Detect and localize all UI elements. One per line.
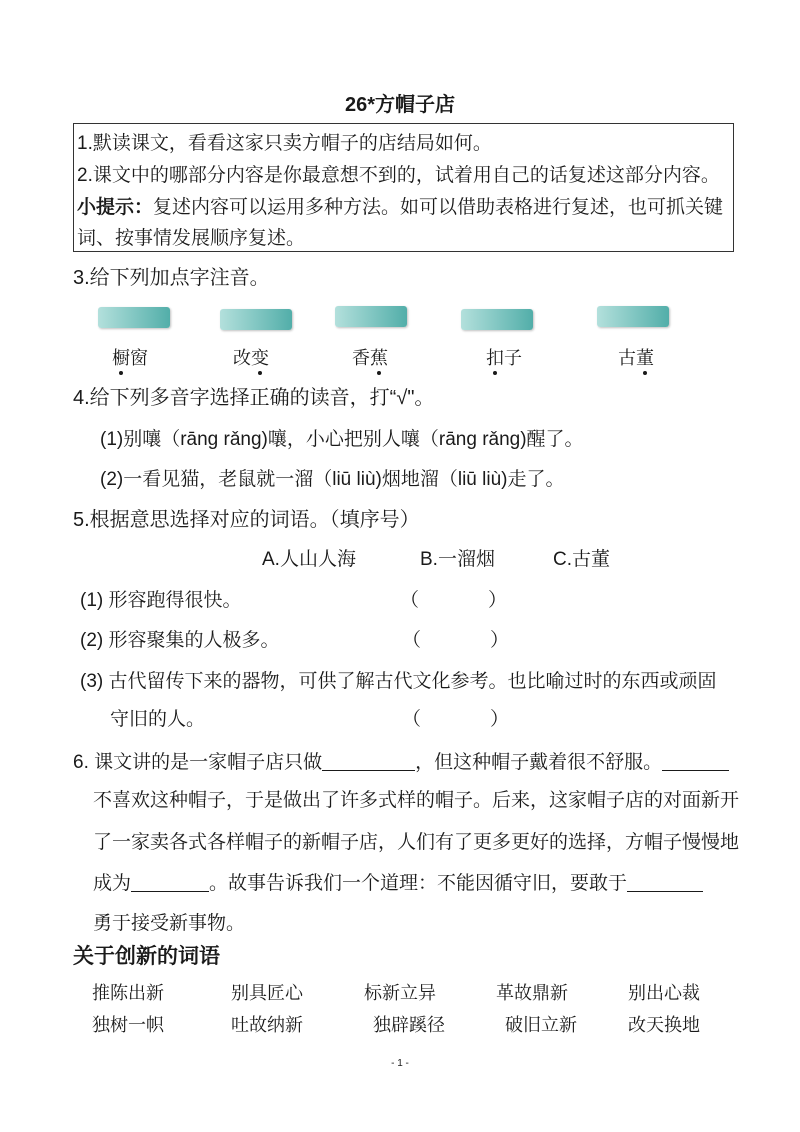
q5-item-1: (1) 形容跑得很快。	[80, 590, 242, 611]
q6-text: 6. 课文讲的是一家帽子店只做	[73, 752, 323, 773]
word-char: 改	[233, 348, 251, 368]
q6-line-4	[93, 872, 703, 896]
answer-paren-close: ）	[488, 590, 508, 611]
word-char: 香	[352, 348, 370, 368]
tip-text: 复述内容可以运用多种方法。如可以借助表格进行复述，也可抓关键	[153, 197, 724, 218]
task-line-1: 1.默读课文，看看这家只卖方帽子的店结局如何。	[77, 133, 492, 154]
answer-paren-close: ）	[490, 630, 510, 651]
answer-paren-open: （	[402, 709, 422, 730]
idiom-item: 独树一帜	[92, 1015, 164, 1035]
q5-option-a: A.人山人海	[262, 549, 356, 570]
fill-blank	[627, 890, 703, 892]
pinyin-answer-box-2	[220, 309, 292, 330]
pinyin-answer-box-4	[461, 309, 533, 330]
q6-line-1	[73, 751, 729, 775]
q4-item-1: (1)别嚷（rāng rǎng)嚷，小心把别人嚷（rāng rǎng)醒了。	[100, 429, 584, 450]
page-title: 26*方帽子店	[344, 94, 456, 116]
q5-option-b: B.一溜烟	[420, 549, 495, 570]
q3-word-3	[352, 346, 388, 370]
fill-blank	[322, 769, 415, 771]
vocab-heading: 关于创新的词语	[73, 945, 220, 968]
q6-text: ，但这种帽子戴着很不舒服。	[415, 752, 663, 773]
q6-line-3: 了一家卖各式各样帽子的新帽子店，人们有了更多更好的选择，方帽子慢慢地	[93, 832, 740, 853]
q6-line-5: 勇于接受新事物。	[93, 913, 246, 934]
word-char: 古	[618, 348, 636, 368]
word-char: 窗	[130, 348, 148, 368]
dotted-char: 橱	[112, 348, 130, 368]
q3-prompt: 3.给下列加点字注音。	[73, 267, 270, 289]
dotted-char: 蕉	[370, 348, 388, 368]
pinyin-answer-box-3	[335, 306, 407, 327]
idiom-item: 吐故纳新	[231, 1015, 303, 1035]
pinyin-answer-box-5	[597, 306, 669, 327]
q5-option-c: C.古董	[553, 549, 611, 570]
task-line-2: 2.课文中的哪部分内容是你最意想不到的，试着用自己的话复述这部分内容。	[77, 165, 720, 186]
idiom-item: 改天换地	[628, 1015, 700, 1035]
page-number: - 1 -	[391, 1058, 409, 1069]
idiom-item: 推陈出新	[92, 983, 164, 1003]
q4-prompt: 4.给下列多音字选择正确的读音，打“√"。	[73, 387, 435, 409]
answer-paren-open: （	[400, 590, 420, 611]
q3-word-2	[233, 346, 269, 370]
q3-word-4	[486, 346, 522, 370]
idiom-item: 别具匠心	[231, 983, 303, 1003]
q3-word-1	[112, 346, 148, 370]
dotted-char: 扣	[486, 348, 504, 368]
answer-paren-open: （	[402, 630, 422, 651]
q6-text: 成为	[93, 873, 132, 894]
q6-line-2: 不喜欢这种帽子，于是做出了许多式样的帽子。后来，这家帽子店的对面新开	[93, 790, 740, 811]
fill-blank	[662, 769, 729, 771]
q5-item-3: (3) 古代留传下来的器物，可供了解古代文化参考。也比喻过时的东西或顽固	[80, 671, 717, 692]
idiom-item: 别出心裁	[628, 983, 700, 1003]
pinyin-answer-box-1	[98, 307, 170, 328]
idiom-item: 破旧立新	[505, 1015, 577, 1035]
idiom-item: 标新立异	[364, 983, 436, 1003]
dotted-char: 变	[251, 348, 269, 368]
tip-line-1	[77, 196, 723, 220]
q6-text: 。故事告诉我们一个道理：不能因循守旧，要敢于	[209, 873, 628, 894]
idiom-item: 独辟蹊径	[373, 1015, 445, 1035]
q5-item-2: (2) 形容聚集的人极多。	[80, 630, 280, 651]
q5-prompt: 5.根据意思选择对应的词语。（填序号）	[73, 509, 420, 531]
word-char: 子	[504, 348, 522, 368]
idiom-item: 革故鼎新	[496, 983, 568, 1003]
q4-item-2: (2)一看见猫，老鼠就一溜（liū liù)烟地溜（liū liù)走了。	[100, 469, 565, 490]
tip-label: 小提示：	[77, 197, 154, 218]
q5-item-3-cont: 守旧的人。	[110, 709, 206, 730]
answer-paren-close: ）	[490, 709, 510, 730]
dotted-char: 董	[636, 348, 654, 368]
q3-word-5	[618, 346, 654, 370]
tip-line-2: 词、按事情发展顺序复述。	[77, 228, 306, 249]
fill-blank	[131, 890, 209, 892]
task-box	[73, 123, 734, 252]
